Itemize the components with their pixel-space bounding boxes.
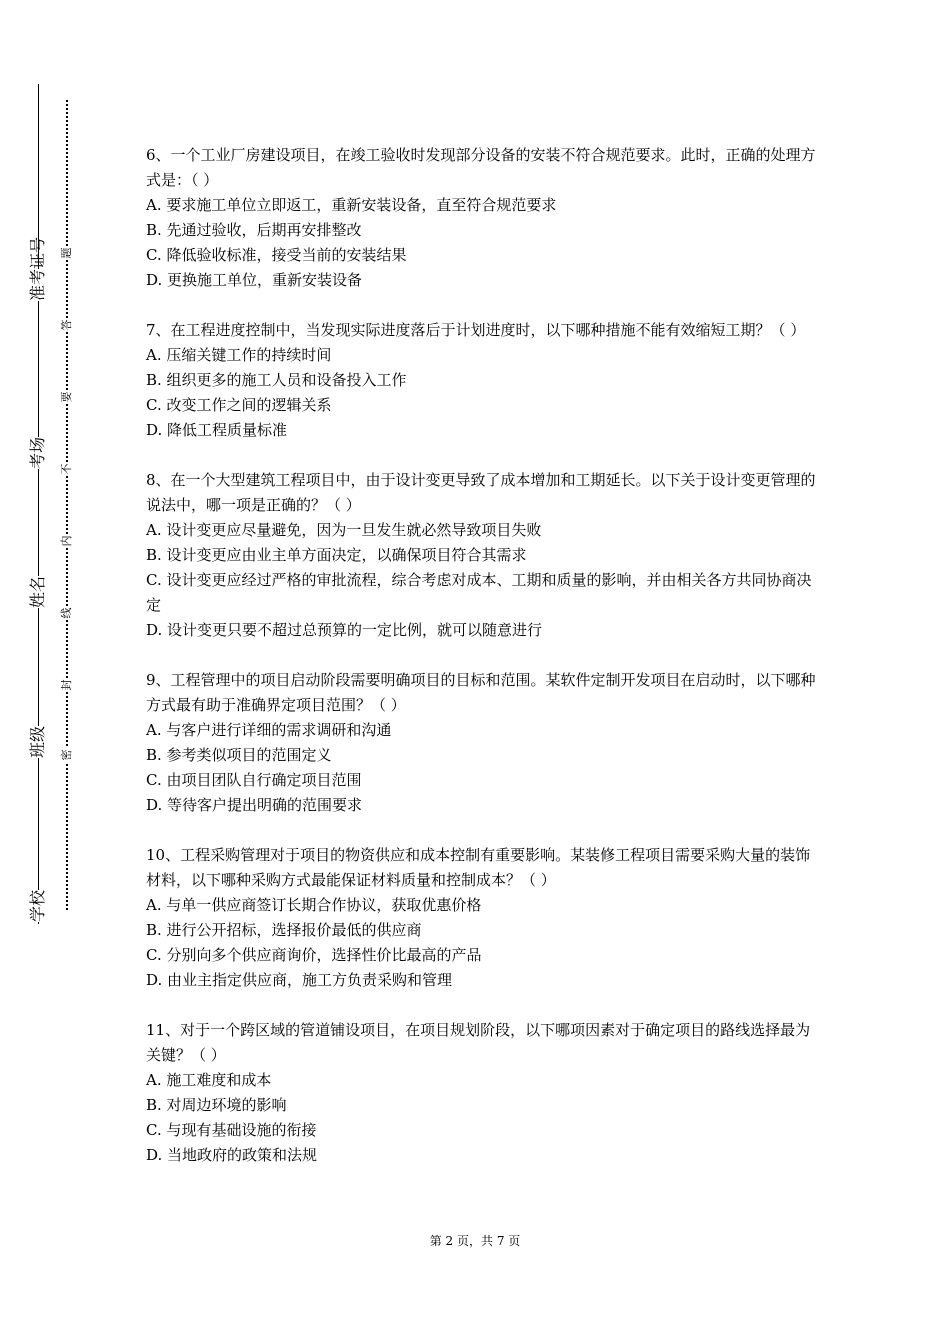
option-c: C. 改变工作之间的逻辑关系 (146, 396, 332, 414)
field-label-name: 姓名 (28, 575, 47, 608)
field-label-exam-room: 考场 (28, 436, 47, 469)
page-number: 第 2 页，共 7 页 (429, 1234, 521, 1248)
option-b: B. 设计变更应由业主单方面决定，以确保项目符合其需求 (146, 546, 527, 564)
question-11 (146, 1018, 816, 1168)
question-stem: 9、工程管理中的项目启动阶段需要明确项目的目标和范围。某软件定制开发项目在启动时，以下哪种方式最有助于准确界定项目范围？（ ） (146, 671, 816, 714)
option-a: A. 施工难度和成本 (146, 1071, 272, 1089)
option-c: C. 由项目团队自行确定项目范围 (146, 771, 362, 789)
option-c: C. 设计变更应经过严格的审批流程，综合考虑对成本、工期和质量的影响，并由相关各方共同协商决定 (146, 571, 812, 614)
question-10 (146, 843, 816, 993)
option-d: D. 当地政府的政策和法规 (146, 1146, 318, 1164)
question-list (146, 143, 816, 1193)
question-stem: 11、对于一个跨区域的管道铺设项目，在项目规划阶段，以下哪项因素对于确定项目的路线选择最为关键？（ ） (146, 1021, 811, 1064)
option-d: D. 等待客户提出明确的范围要求 (146, 796, 363, 814)
question-8 (146, 468, 816, 643)
seal-char: 答 (60, 319, 73, 331)
option-b: B. 进行公开招标，选择报价最低的供应商 (146, 921, 422, 939)
field-label-class: 班级 (28, 725, 47, 758)
option-c: C. 与现有基础设施的衔接 (146, 1121, 317, 1139)
option-d: D. 降低工程质量标准 (146, 421, 288, 439)
question-9 (146, 668, 816, 818)
question-stem: 10、工程采购管理对于项目的物资供应和成本控制有重要影响。某装修工程项目需要采购大量的装饰材料，以下哪种采购方式最能保证材料质量和控制成本？（ ） (146, 846, 811, 889)
question-6 (146, 143, 816, 293)
option-b: B. 先通过验收，后期再安排整改 (146, 221, 362, 239)
binding-margin (0, 0, 90, 1344)
option-c: C. 分别向多个供应商询价，选择性价比最高的产品 (146, 946, 482, 964)
option-b: B. 参考类似项目的范围定义 (146, 746, 332, 764)
question-stem: 8、在一个大型建筑工程项目中，由于设计变更导致了成本增加和工期延长。以下关于设计变更管理的说法中，哪一项是正确的？（ ） (146, 471, 816, 514)
seal-char: 不 (60, 463, 73, 475)
option-b: B. 对周边环境的影响 (146, 1096, 287, 1114)
option-a: A. 与单一供应商签订长期合作协议，获取优惠价格 (146, 896, 482, 914)
option-c: C. 降低验收标准，接受当前的安装结果 (146, 246, 407, 264)
seal-char: 要 (60, 391, 73, 403)
option-a: A. 要求施工单位立即返工，重新安装设备，直至符合规范要求 (146, 196, 557, 214)
binding-dotted-line (66, 100, 68, 910)
field-label-exam-number: 准考证号 (28, 236, 47, 301)
seal-char: 题 (60, 247, 73, 259)
binding-solid-line (38, 84, 39, 924)
option-b: B. 组织更多的施工人员和设备投入工作 (146, 371, 407, 389)
option-d: D. 更换施工单位，重新安装设备 (146, 271, 363, 289)
option-d: D. 设计变更只要不超过总预算的一定比例，就可以随意进行 (146, 621, 543, 639)
question-7 (146, 318, 816, 443)
seal-char: 内 (60, 535, 73, 547)
seal-char: 封 (60, 679, 73, 691)
seal-char: 线 (60, 607, 73, 619)
field-label-school: 学校 (28, 889, 47, 922)
option-a: A. 与客户进行详细的需求调研和沟通 (146, 721, 392, 739)
option-d: D. 由业主指定供应商，施工方负责采购和管理 (146, 971, 453, 989)
seal-char: 密 (60, 749, 73, 761)
question-stem: 7、在工程进度控制中，当发现实际进度落后于计划进度时，以下哪种措施不能有效缩短工期？（ ） (146, 321, 806, 339)
question-stem: 6、一个工业厂房建设项目，在竣工验收时发现部分设备的安装不符合规范要求。此时，正确的处理方式是：（ ） (146, 146, 816, 189)
option-a: A. 压缩关键工作的持续时间 (146, 346, 332, 364)
option-a: A. 设计变更应尽量避免，因为一旦发生就必然导致项目失败 (146, 521, 542, 539)
